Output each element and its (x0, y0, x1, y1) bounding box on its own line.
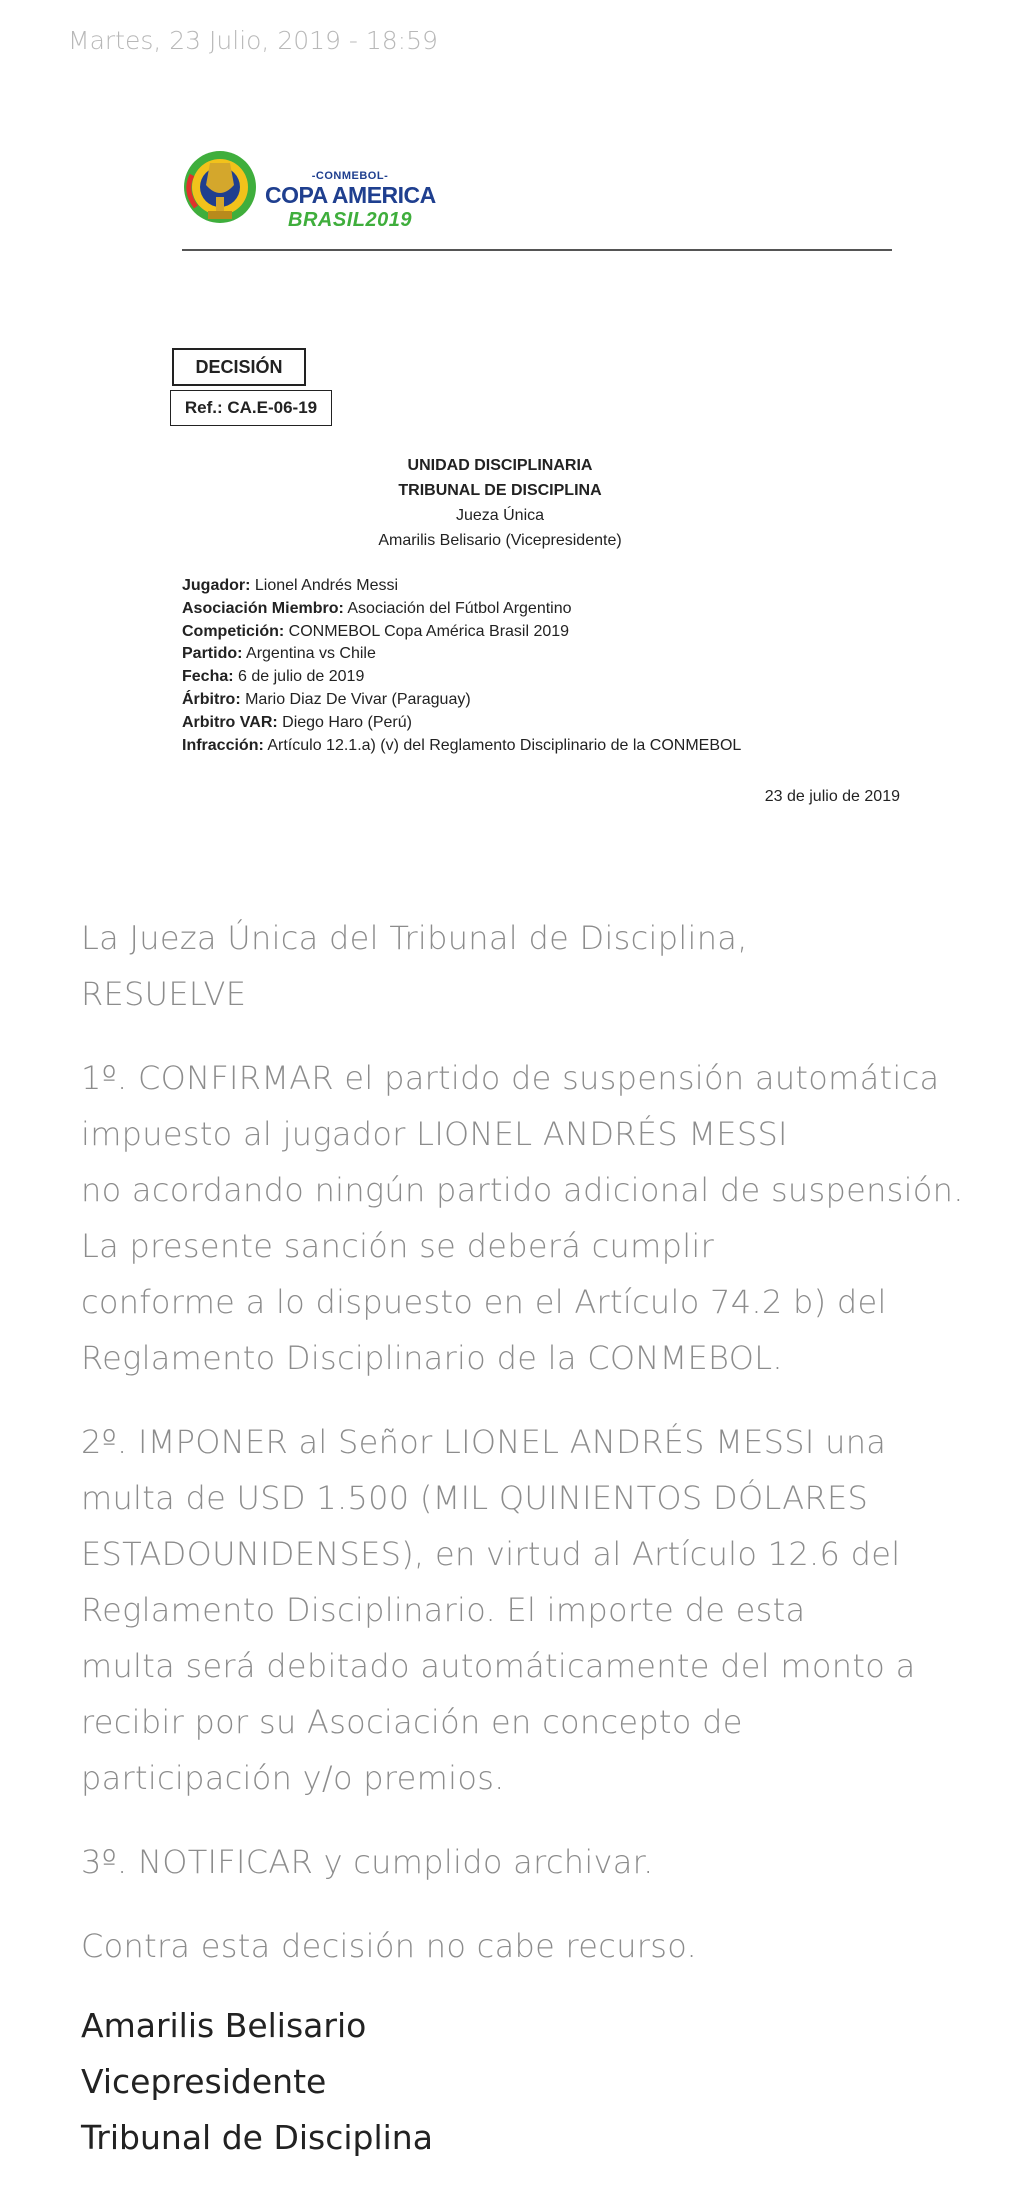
point2-line: multa será debitado automáticamente del monto a (81, 1647, 916, 1685)
logo-brasil-text: BRASIL2019 (288, 209, 412, 231)
detail-row (182, 666, 902, 689)
decision-label-box: DECISIÓN (172, 348, 306, 386)
signature-block (81, 1998, 981, 2166)
point2-line: Reglamento Disciplinario. El importe de esta (81, 1591, 806, 1629)
detail-value: Argentina vs Chile (242, 645, 376, 663)
point3-line: 3º. NOTIFICAR y cumplido archivar. (81, 1843, 654, 1881)
judge-title: Jueza Única (455, 507, 545, 524)
tribunal-header (310, 453, 690, 553)
logo-copa-text: COPA AMERICA (265, 182, 436, 208)
point1-line: no acordando ningún partido adicional de suspensión. (81, 1171, 964, 1209)
detail-value: Artículo 12.1.a) (v) del Reglamento Disciplinario de la CONMEBOL (263, 736, 742, 754)
detail-row (182, 598, 902, 621)
detail-value: Lionel Andrés Messi (250, 577, 399, 594)
copa-america-logo (180, 145, 480, 235)
intro-line: La Jueza Única del Tribunal de Disciplina, (81, 919, 748, 957)
decision-document-image (160, 130, 920, 830)
reference-box: Ref.: CA.E-06-19 (170, 390, 332, 426)
point1-line: Reglamento Disciplinario de la CONMEBOL. (81, 1339, 783, 1377)
detail-label: Árbitro: (182, 690, 241, 708)
judge-name: Amarilis Belisario (Vicepresidente) (378, 532, 622, 549)
detail-row (182, 643, 902, 666)
point2-line: 2º. IMPONER al Señor LIONEL ANDRÉS MESSI una (81, 1423, 887, 1461)
detail-value: 6 de julio de 2019 (233, 668, 365, 686)
article-timestamp: Martes, 23 Julio, 2019 - 18:59 (68, 26, 438, 55)
detail-value: Mario Diaz De Vivar (Paraguay) (240, 690, 471, 708)
point1-line: impuesto al jugador LIONEL ANDRÉS MESSI (81, 1115, 788, 1153)
signature-name: Amarilis Belisario (81, 2006, 367, 2045)
closing-line: Contra esta decisión no cabe recurso. (81, 1927, 697, 1965)
unit-title: UNIDAD DISCIPLINARIA (407, 457, 593, 474)
logo-text (265, 170, 436, 232)
point1-line: 1º. CONFIRMAR el partido de suspensión automática (81, 1059, 940, 1097)
detail-label: Partido: (182, 645, 243, 663)
document-date: 23 de julio de 2019 (764, 788, 900, 805)
trophy-icon (180, 145, 260, 235)
point2-line: ESTADOUNIDENSES), en virtud al Artículo 12.6 del (81, 1535, 901, 1573)
point2-line: multa de USD 1.500 (MIL QUINIENTOS DÓLARES (81, 1479, 869, 1517)
logo-conmebol-text: -CONMEBOL- (311, 170, 389, 182)
detail-row (182, 621, 902, 644)
detail-row (182, 689, 902, 712)
signature-role: Vicepresidente (81, 2062, 327, 2101)
detail-row (182, 575, 902, 598)
case-details (182, 575, 902, 757)
detail-label: Jugador: (182, 577, 251, 594)
detail-value: Diego Haro (Perú) (277, 713, 412, 731)
signature-body: Tribunal de Disciplina (81, 2118, 433, 2157)
detail-value: Asociación del Fútbol Argentino (343, 599, 572, 617)
detail-label: Infracción: (182, 736, 264, 754)
detail-label: Fecha: (182, 668, 234, 686)
tribunal-title: TRIBUNAL DE DISCIPLINA (398, 482, 602, 499)
point1-line: La presente sanción se deberá cumplir (81, 1227, 715, 1265)
detail-label: Competición: (182, 622, 285, 640)
detail-row (182, 712, 902, 735)
detail-label: Asociación Miembro: (182, 599, 344, 617)
point1-line: conforme a lo dispuesto en el Artículo 74.2 b) del (81, 1283, 887, 1321)
detail-row (182, 735, 902, 758)
intro-line: RESUELVE (81, 975, 247, 1013)
point2-line: participación y/o premios. (81, 1759, 505, 1797)
article-body (81, 910, 1021, 1974)
header-divider (182, 249, 892, 251)
point2-line: recibir por su Asociación en concepto de (81, 1703, 743, 1741)
detail-value: CONMEBOL Copa América Brasil 2019 (284, 622, 570, 640)
detail-label: Arbitro VAR: (182, 713, 278, 731)
